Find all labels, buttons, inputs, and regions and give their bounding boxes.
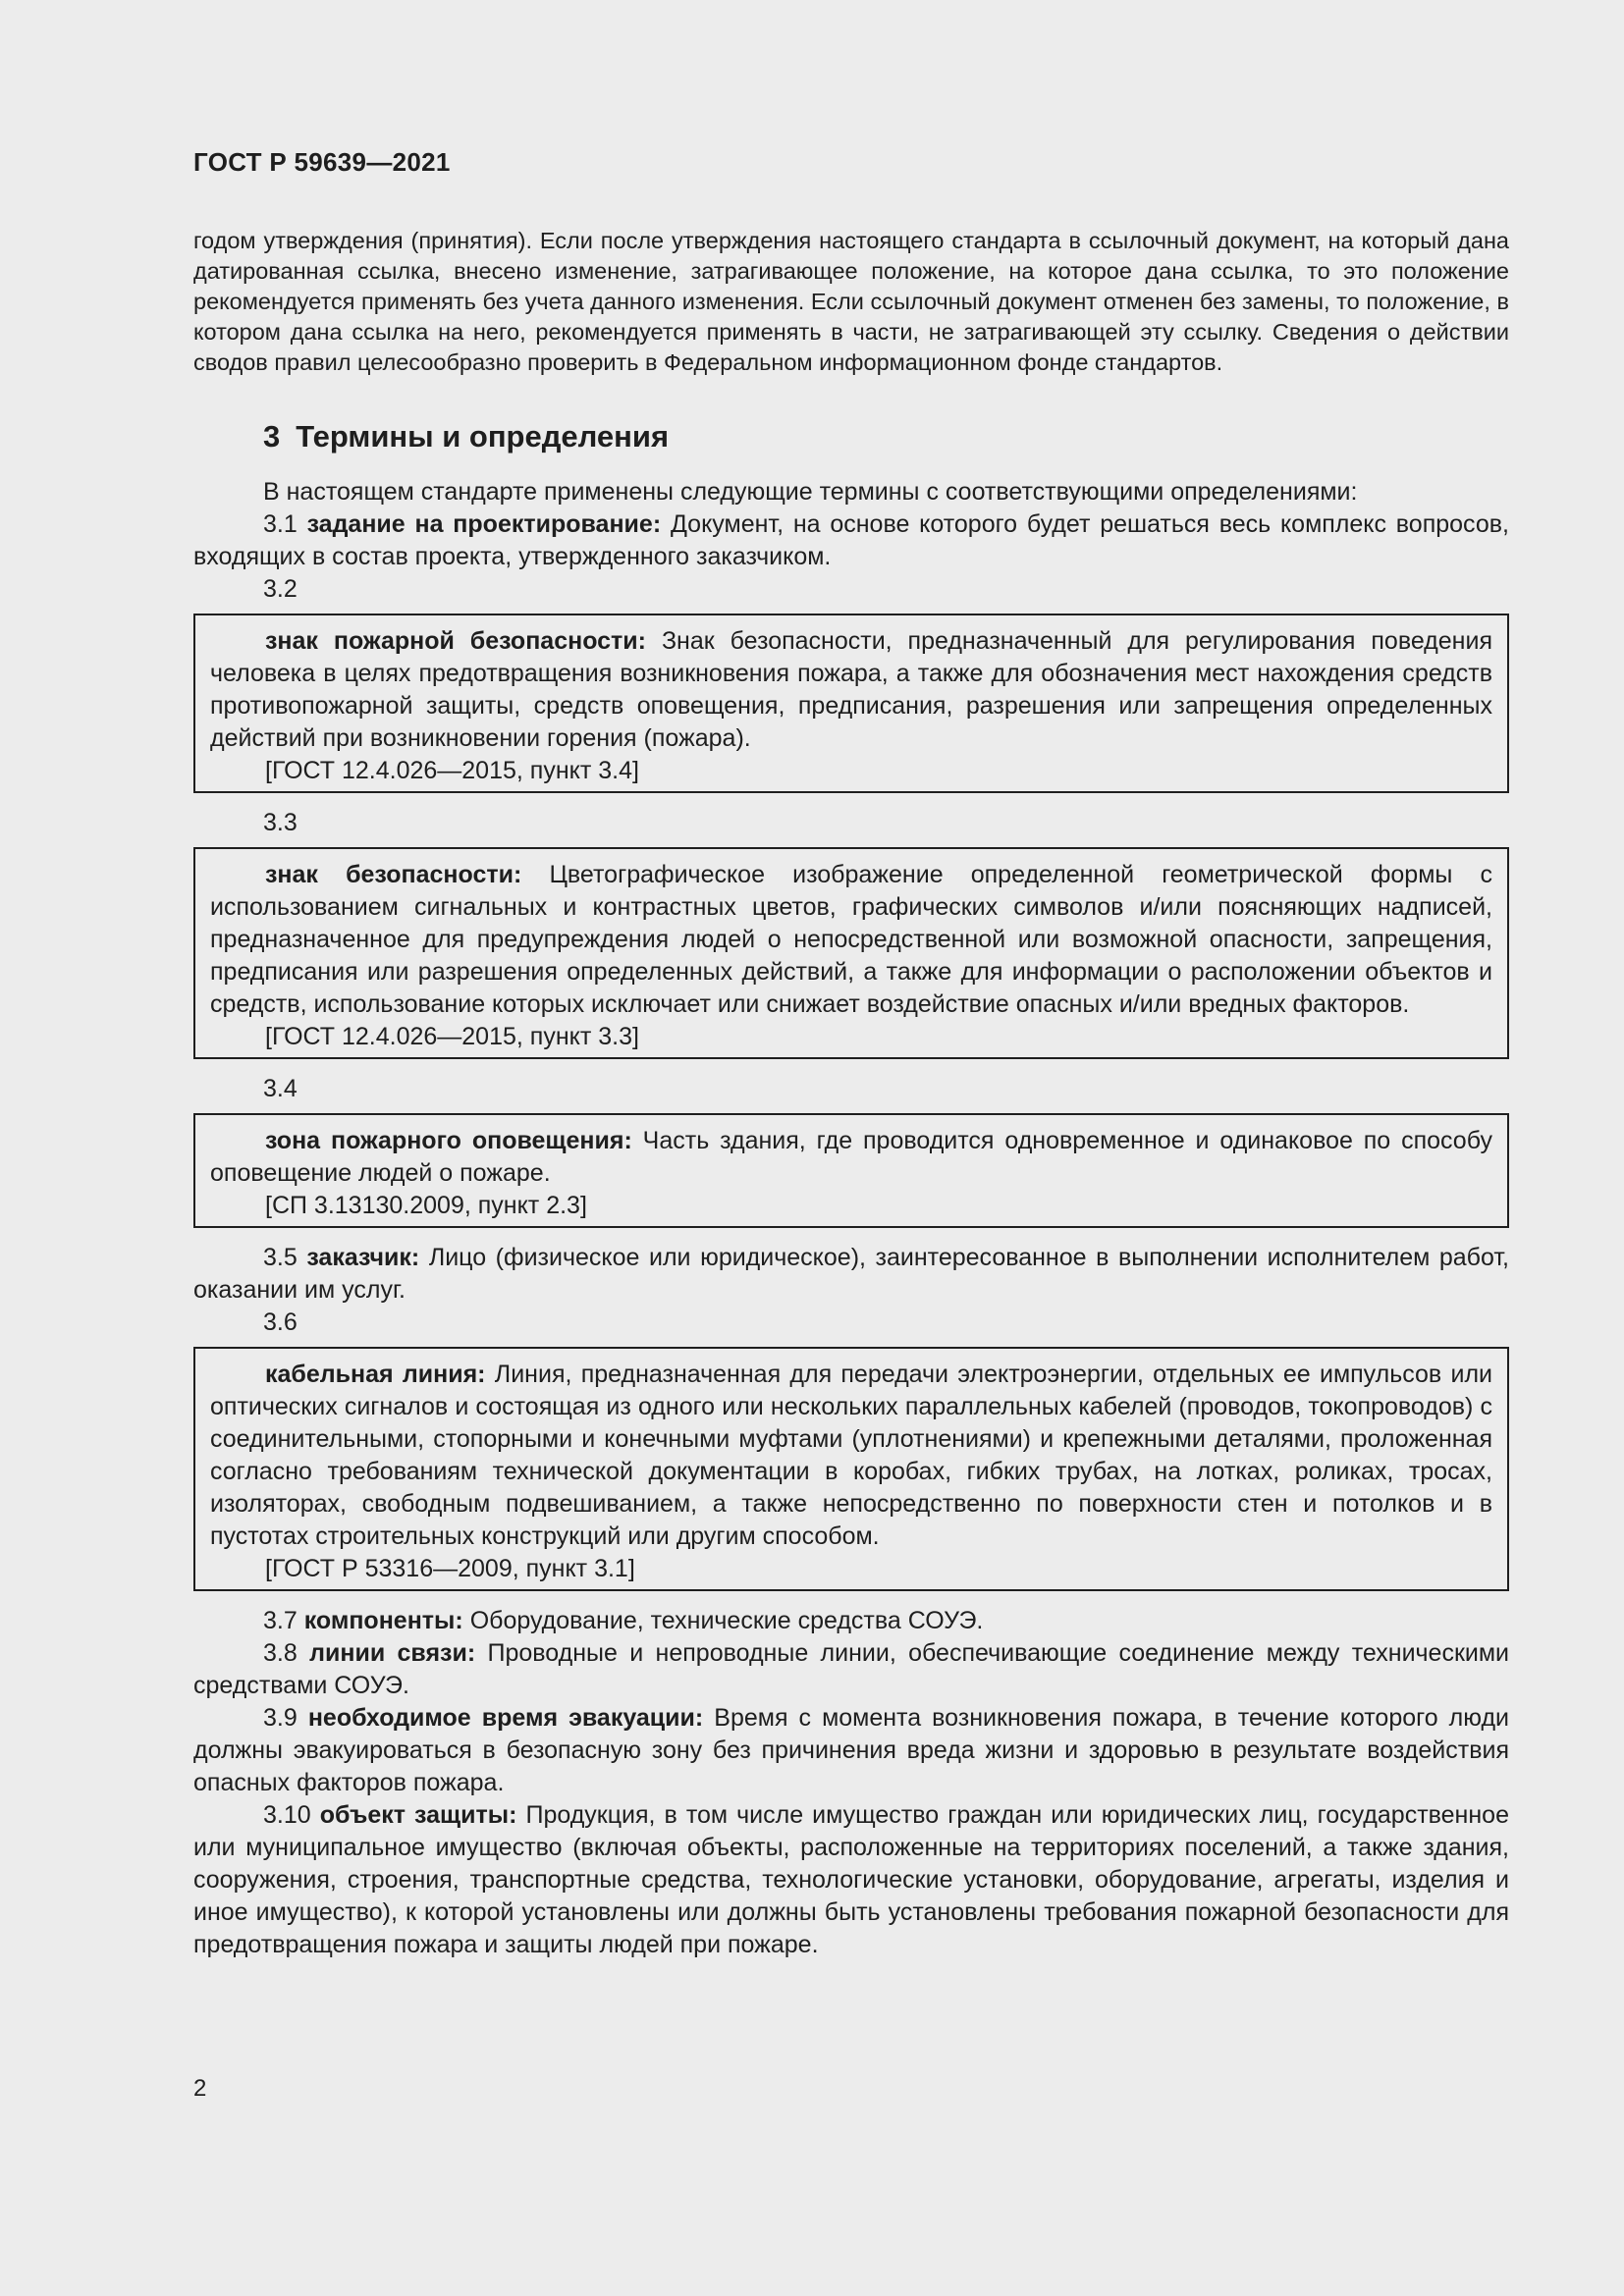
section-heading xyxy=(193,417,1509,456)
term-name: заказчик: xyxy=(306,1244,420,1271)
term-number: 3.9 xyxy=(263,1704,298,1732)
term-entry-3-6 xyxy=(210,1359,1492,1553)
term-number: 3.1 xyxy=(263,510,298,538)
term-entry-3-3 xyxy=(210,859,1492,1021)
term-name: знак безопасности: xyxy=(265,861,522,888)
term-entry-3-5 xyxy=(193,1242,1509,1307)
term-entry-3-2 xyxy=(210,625,1492,755)
term-number-3-4: 3.4 xyxy=(263,1075,298,1102)
page-number: 2 xyxy=(193,2075,207,2102)
term-number-3-6: 3.6 xyxy=(263,1308,298,1336)
term-source: [ГОСТ 12.4.026—2015, пункт 3.4] xyxy=(265,757,639,784)
term-box-3-2 xyxy=(193,614,1509,793)
term-definition: Часть здания, где проводится одновременное и одинаковое по способу оповещение людей о пожаре. xyxy=(210,1127,1492,1187)
section-number: 3 xyxy=(263,419,281,454)
term-name: необходимое время эвакуации: xyxy=(307,1704,704,1732)
document-header-code: ГОСТ Р 59639—2021 xyxy=(193,147,451,177)
term-number: 3.5 xyxy=(263,1244,298,1271)
term-definition: Лицо (физическое или юридическое), заинтересованное в выполнении исполнителем работ, оказании им услуг. xyxy=(193,1244,1509,1304)
term-entry-3-7 xyxy=(193,1605,1509,1637)
term-entry-3-8 xyxy=(193,1637,1509,1702)
term-number: 3.10 xyxy=(263,1801,311,1829)
term-name: задание на проектирование: xyxy=(306,510,662,538)
term-number: 3.8 xyxy=(263,1639,298,1667)
term-definition: Продукция, в том числе имущество граждан или юридических лиц, государственное или муниципальное имущество (включая объекты, расположенные на территориях поселений, а также здания, сооружения, строения, транспортные средства, технологические установки, оборудование, агрегаты, изделия и иное имущество), к которой установлены или должны быть установлены требования пожарной безопасности для предотвращения пожара и защиты людей при пожаре. xyxy=(193,1801,1509,1958)
term-definition: Проводные и непроводные линии, обеспечивающие соединение между техническими средствами СОУЭ. xyxy=(193,1639,1510,1699)
section-terms xyxy=(193,417,1509,1961)
term-name: линии связи: xyxy=(309,1639,476,1667)
intro-paragraph: годом утверждения (принятия). Если после утверждения настоящего стандарта в ссылочный документ, на который дана датированная ссылка, внесено изменение, затрагивающее положение, на которое дана ссылка, то это положение рекомендуется применять без учета данного изменения. Если ссылочный документ отменен без замены, то положение, в котором дана ссылка на него, рекомендуется применять в части, не затрагивающей эту ссылку. Сведения о действии сводов правил целесообразно проверить в Федеральном информационном фонде стандартов. xyxy=(193,228,1509,375)
term-definition: Время с момента возникновения пожара, в течение которого люди должны эвакуироваться в безопасную зону без причинения вреда жизни и здоровью в результате воздействия опасных факторов пожара. xyxy=(193,1704,1509,1796)
term-number: 3.7 xyxy=(263,1607,298,1634)
term-box-3-3 xyxy=(193,847,1509,1059)
term-number-3-2: 3.2 xyxy=(263,575,298,603)
term-entry-3-1 xyxy=(193,508,1509,573)
term-source: [ГОСТ Р 53316—2009, пункт 3.1] xyxy=(265,1555,635,1582)
term-box-3-6 xyxy=(193,1347,1509,1591)
term-source: [ГОСТ 12.4.026—2015, пункт 3.3] xyxy=(265,1023,639,1050)
term-name: зона пожарного оповещения: xyxy=(265,1127,632,1154)
term-name: кабельная линия: xyxy=(265,1361,486,1388)
term-name: знак пожарной безопасности: xyxy=(265,627,646,655)
section-lead: В настоящем стандарте применены следующие термины с соответствующими определениями: xyxy=(263,478,1358,506)
term-definition: Оборудование, технические средства СОУЭ. xyxy=(469,1607,984,1634)
term-definition: Цветографическое изображение определенной геометрической формы с использованием сигнальных и контрастных цветов, графических символов и/или поясняющих надписей, предназначенное для предупреждения людей о непосредственной или возможной опасности, запрещения, предписания или разрешения определенных действий, а также для информации о расположении объектов и средств, использование которых исключает или снижает воздействие опасных и/или вредных факторов. xyxy=(210,861,1492,1018)
term-entry-3-4 xyxy=(210,1125,1492,1190)
term-box-3-4 xyxy=(193,1113,1509,1228)
term-definition: Знак безопасности, предназначенный для регулирования поведения человека в целях предотвращения возникновения пожара, а также для обозначения мест нахождения средств противопожарной защиты, средств оповещения, предписания, разрешения или запрещения определенных действий при возникновении горения (пожара). xyxy=(210,627,1492,752)
term-number-3-3: 3.3 xyxy=(263,809,298,836)
term-entry-3-9 xyxy=(193,1702,1509,1799)
term-name: объект защиты: xyxy=(319,1801,517,1829)
term-name: компоненты: xyxy=(303,1607,463,1634)
term-definition: Документ, на основе которого будет решаться весь комплекс вопросов, входящих в состав проекта, утвержденного заказчиком. xyxy=(193,510,1509,570)
term-source: [СП 3.13130.2009, пункт 2.3] xyxy=(265,1192,587,1219)
section-title: Термины и определения xyxy=(296,419,670,454)
term-entry-3-10 xyxy=(193,1799,1509,1961)
term-definition: Линия, предназначенная для передачи электроэнергии, отдельных ее импульсов или оптических сигналов и состоящая из одного или нескольких параллельных кабелей (проводов, токопроводов) с соединительными, стопорными и конечными муфтами (уплотнениями) и крепежными деталями, проложенная согласно требованиям технической документации в коробах, гибких трубах, на лотках, роликах, тросах, изоляторах, свободным подвешиванием, а также непосредственно по поверхности стен и потолков и в пустотах строительных конструкций или другим способом. xyxy=(210,1361,1492,1550)
